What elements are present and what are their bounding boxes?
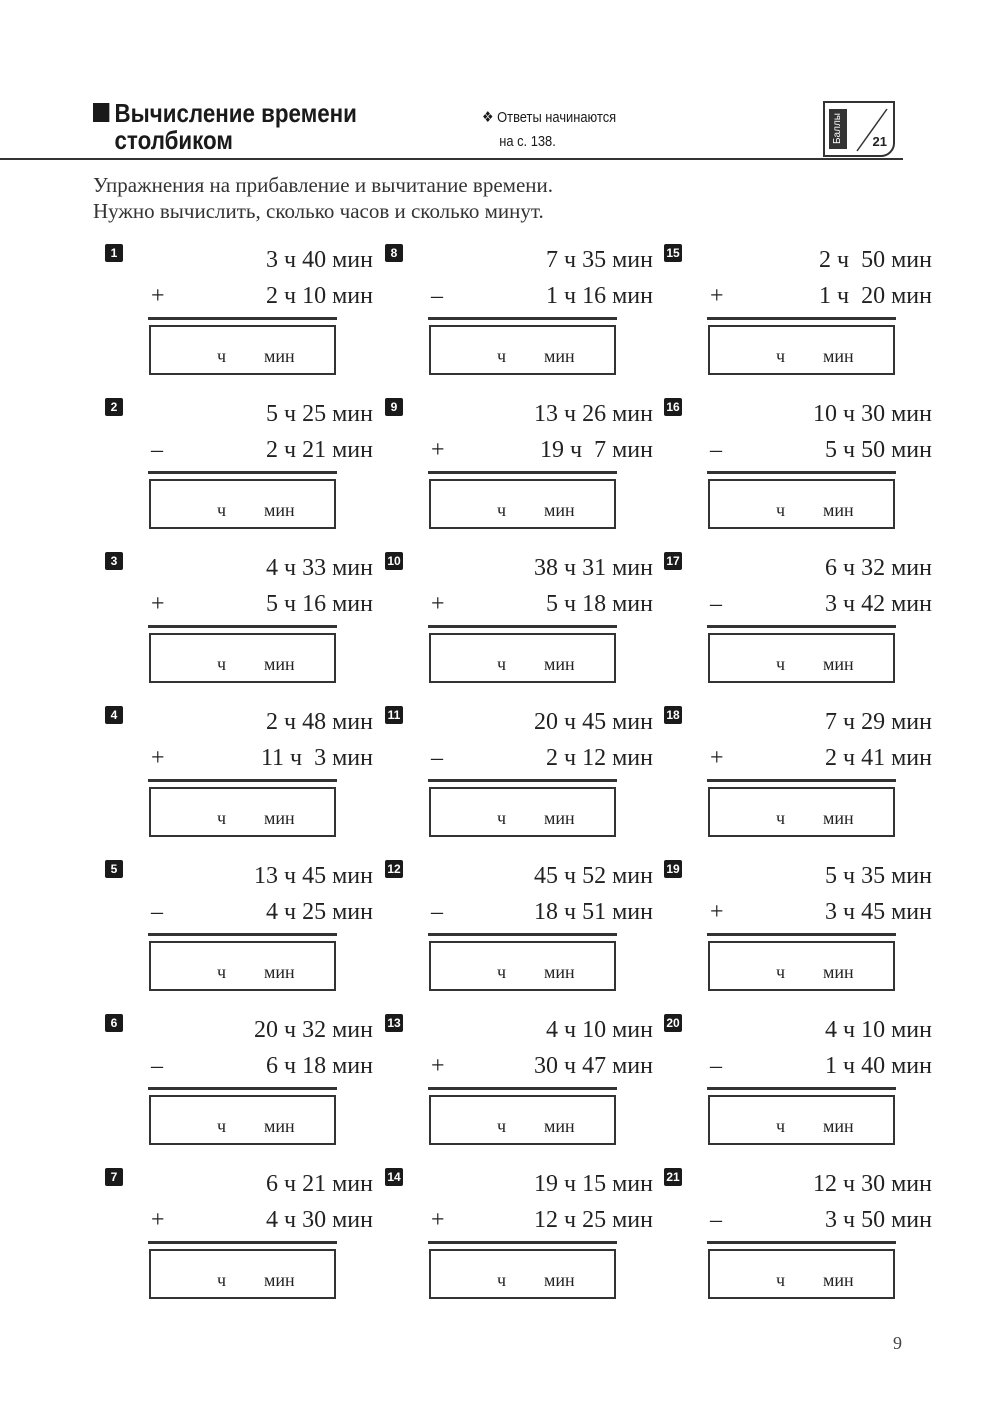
problem-number: 8: [385, 244, 403, 262]
hours-unit: ч: [776, 1116, 786, 1136]
problem-number: 14: [385, 1168, 403, 1186]
problem-operator: +: [151, 1207, 165, 1233]
problem-15: [664, 244, 932, 394]
score-total: 21: [872, 134, 887, 149]
sum-line: [428, 471, 617, 474]
problem-bottom-operand: 4 ч 25 мин: [266, 899, 373, 925]
problem-operator: –: [151, 899, 163, 925]
hours-unit: ч: [497, 1270, 507, 1290]
problem-16: [664, 398, 932, 548]
problem-number: 13: [385, 1014, 403, 1032]
answer-box[interactable]: [149, 325, 336, 375]
answers-note: [482, 106, 616, 154]
worksheet-title: [93, 100, 357, 154]
sum-line: [428, 933, 617, 936]
problem-top-operand: 5 ч 35 мин: [825, 863, 932, 889]
hours-unit: ч: [497, 346, 507, 366]
problem-operator: +: [710, 283, 724, 309]
answer-box[interactable]: [429, 325, 616, 375]
problem-11: [385, 706, 653, 856]
answer-box[interactable]: [429, 633, 616, 683]
problem-number: 4: [105, 706, 123, 724]
instructions-line-1: Упражнения на прибавление и вычитание времени.: [93, 173, 554, 197]
problem-bottom-operand: 5 ч 16 мин: [266, 591, 373, 617]
sum-line: [428, 317, 617, 320]
problem-top-operand: 7 ч 35 мин: [546, 247, 653, 273]
problem-10: [385, 552, 653, 702]
answer-box[interactable]: [429, 1095, 616, 1145]
instructions: [93, 172, 553, 224]
minutes-unit: мин: [264, 808, 295, 828]
problem-bottom-operand: 2 ч 10 мин: [266, 283, 373, 309]
answer-box[interactable]: [149, 941, 336, 991]
minutes-unit: мин: [264, 962, 295, 982]
sum-line: [707, 1241, 896, 1244]
problem-number: 2: [105, 398, 123, 416]
answer-box[interactable]: [708, 479, 895, 529]
answer-box[interactable]: [429, 941, 616, 991]
hours-unit: ч: [776, 500, 786, 520]
problem-operator: –: [710, 1207, 722, 1233]
page-number: 9: [893, 1333, 902, 1353]
sum-line: [707, 471, 896, 474]
sum-line: [707, 317, 896, 320]
minutes-unit: мин: [544, 500, 575, 520]
problem-top-operand: 5 ч 25 мин: [266, 401, 373, 427]
sum-line: [428, 1087, 617, 1090]
problem-bottom-operand: 2 ч 41 мин: [825, 745, 932, 771]
problem-bottom-operand: 5 ч 50 мин: [825, 437, 932, 463]
minutes-unit: мин: [544, 808, 575, 828]
problem-operator: +: [151, 745, 165, 771]
hours-unit: ч: [217, 962, 227, 982]
answer-box[interactable]: [708, 633, 895, 683]
answer-box[interactable]: [429, 1249, 616, 1299]
hours-unit: ч: [217, 1270, 227, 1290]
problem-operator: +: [431, 1053, 445, 1079]
problem-19: [664, 860, 932, 1010]
problem-6: [105, 1014, 373, 1164]
problem-bottom-operand: 1 ч 40 мин: [825, 1053, 932, 1079]
problem-bottom-operand: 6 ч 18 мин: [266, 1053, 373, 1079]
problem-number: 5: [105, 860, 123, 878]
sum-line: [428, 1241, 617, 1244]
minutes-unit: мин: [823, 500, 854, 520]
minutes-unit: мин: [264, 1116, 295, 1136]
hours-unit: ч: [217, 1116, 227, 1136]
minutes-unit: мин: [544, 346, 575, 366]
problem-top-operand: 6 ч 21 мин: [266, 1171, 373, 1197]
problem-bottom-operand: 1 ч 16 мин: [546, 283, 653, 309]
answer-box[interactable]: [149, 1249, 336, 1299]
answer-box[interactable]: [149, 479, 336, 529]
square-bullet-icon: [93, 103, 109, 122]
problem-1: [105, 244, 373, 394]
problem-bottom-operand: 1 ч 20 мин: [819, 283, 932, 309]
sum-line: [148, 471, 337, 474]
hours-unit: ч: [217, 654, 227, 674]
score-box: [823, 101, 895, 157]
sum-line: [148, 1241, 337, 1244]
sum-line: [707, 779, 896, 782]
problem-operator: –: [151, 1053, 163, 1079]
problem-operator: –: [710, 591, 722, 617]
problem-number: 10: [385, 552, 403, 570]
problem-bottom-operand: 3 ч 50 мин: [825, 1207, 932, 1233]
sum-line: [707, 933, 896, 936]
problem-number: 15: [664, 244, 682, 262]
problem-operator: +: [710, 899, 724, 925]
sum-line: [148, 779, 337, 782]
problem-18: [664, 706, 932, 856]
hours-unit: ч: [497, 962, 507, 982]
minutes-unit: мин: [264, 346, 295, 366]
problem-top-operand: 10 ч 30 мин: [813, 401, 932, 427]
score-label: Баллы: [829, 109, 847, 149]
problem-20: [664, 1014, 932, 1164]
answer-box[interactable]: [708, 941, 895, 991]
problem-operator: +: [710, 745, 724, 771]
answer-box[interactable]: [149, 1095, 336, 1145]
problem-17: [664, 552, 932, 702]
problem-21: [664, 1168, 932, 1318]
problem-number: 1: [105, 244, 123, 262]
minutes-unit: мин: [544, 962, 575, 982]
sum-line: [148, 317, 337, 320]
problem-number: 17: [664, 552, 682, 570]
problem-operator: –: [431, 899, 443, 925]
problem-top-operand: 2 ч 48 мин: [266, 709, 373, 735]
answer-box[interactable]: [429, 787, 616, 837]
hours-unit: ч: [776, 1270, 786, 1290]
problem-4: [105, 706, 373, 856]
problem-bottom-operand: 2 ч 12 мин: [546, 745, 653, 771]
sum-line: [428, 779, 617, 782]
minutes-unit: мин: [544, 1116, 575, 1136]
problem-number: 16: [664, 398, 682, 416]
problem-operator: +: [151, 283, 165, 309]
instructions-line-2: Нужно вычислить, сколько часов и сколько минут.: [93, 199, 544, 223]
problem-top-operand: 4 ч 10 мин: [546, 1017, 653, 1043]
sum-line: [148, 625, 337, 628]
problem-operator: –: [710, 437, 722, 463]
minutes-unit: мин: [823, 654, 854, 674]
hours-unit: ч: [217, 500, 227, 520]
problem-top-operand: 4 ч 33 мин: [266, 555, 373, 581]
problem-top-operand: 12 ч 30 мин: [813, 1171, 932, 1197]
header-divider: [0, 158, 903, 160]
title-line-1: Вычисление времени: [114, 98, 357, 128]
problem-operator: +: [431, 437, 445, 463]
problem-5: [105, 860, 373, 1010]
hours-unit: ч: [217, 808, 227, 828]
answer-box[interactable]: [149, 633, 336, 683]
problem-9: [385, 398, 653, 548]
problem-number: 12: [385, 860, 403, 878]
problem-3: [105, 552, 373, 702]
problem-2: [105, 398, 373, 548]
problem-top-operand: 20 ч 32 мин: [254, 1017, 373, 1043]
minutes-unit: мин: [544, 1270, 575, 1290]
hours-unit: ч: [776, 808, 786, 828]
minutes-unit: мин: [823, 346, 854, 366]
hours-unit: ч: [776, 962, 786, 982]
minutes-unit: мин: [823, 1116, 854, 1136]
problem-number: 19: [664, 860, 682, 878]
minutes-unit: мин: [544, 654, 575, 674]
problem-number: 21: [664, 1168, 682, 1186]
problem-operator: +: [431, 1207, 445, 1233]
problem-number: 11: [385, 706, 403, 724]
problem-operator: +: [151, 591, 165, 617]
answer-box[interactable]: [708, 787, 895, 837]
problem-top-operand: 13 ч 26 мин: [534, 401, 653, 427]
problem-7: [105, 1168, 373, 1318]
hours-unit: ч: [217, 346, 227, 366]
answer-box[interactable]: [708, 325, 895, 375]
answers-note-line-2: на с. 138.: [499, 133, 556, 150]
problem-number: 20: [664, 1014, 682, 1032]
problem-top-operand: 3 ч 40 мин: [266, 247, 373, 273]
answer-box[interactable]: [149, 787, 336, 837]
sum-line: [148, 1087, 337, 1090]
problem-bottom-operand: 3 ч 42 мин: [825, 591, 932, 617]
minutes-unit: мин: [823, 962, 854, 982]
problem-12: [385, 860, 653, 1010]
problem-number: 9: [385, 398, 403, 416]
problem-bottom-operand: 18 ч 51 мин: [534, 899, 653, 925]
problem-number: 18: [664, 706, 682, 724]
sum-line: [707, 625, 896, 628]
problem-bottom-operand: 30 ч 47 мин: [534, 1053, 653, 1079]
problem-13: [385, 1014, 653, 1164]
problem-bottom-operand: 12 ч 25 мин: [534, 1207, 653, 1233]
hours-unit: ч: [497, 1116, 507, 1136]
problem-bottom-operand: 3 ч 45 мин: [825, 899, 932, 925]
problem-number: 3: [105, 552, 123, 570]
problem-top-operand: 6 ч 32 мин: [825, 555, 932, 581]
minutes-unit: мин: [264, 1270, 295, 1290]
problem-operator: +: [431, 591, 445, 617]
minutes-unit: мин: [823, 1270, 854, 1290]
problem-top-operand: 20 ч 45 мин: [534, 709, 653, 735]
minutes-unit: мин: [823, 808, 854, 828]
title-line-2: столбиком: [114, 125, 233, 155]
hours-unit: ч: [776, 346, 786, 366]
answer-box[interactable]: [429, 479, 616, 529]
problem-operator: –: [710, 1053, 722, 1079]
hours-unit: ч: [497, 808, 507, 828]
problem-top-operand: 45 ч 52 мин: [534, 863, 653, 889]
hours-unit: ч: [497, 654, 507, 674]
sum-line: [428, 625, 617, 628]
answer-box[interactable]: [708, 1095, 895, 1145]
problem-top-operand: 13 ч 45 мин: [254, 863, 373, 889]
problem-top-operand: 19 ч 15 мин: [534, 1171, 653, 1197]
sum-line: [707, 1087, 896, 1090]
problem-bottom-operand: 4 ч 30 мин: [266, 1207, 373, 1233]
minutes-unit: мин: [264, 500, 295, 520]
answers-note-line-1: ❖ Ответы начинаются: [482, 109, 617, 126]
hours-unit: ч: [497, 500, 507, 520]
problem-number: 6: [105, 1014, 123, 1032]
problem-bottom-operand: 5 ч 18 мин: [546, 591, 653, 617]
problem-8: [385, 244, 653, 394]
problem-number: 7: [105, 1168, 123, 1186]
problem-top-operand: 7 ч 29 мин: [825, 709, 932, 735]
sum-line: [148, 933, 337, 936]
problem-bottom-operand: 19 ч 7 мин: [540, 437, 653, 463]
answer-box[interactable]: [708, 1249, 895, 1299]
minutes-unit: мин: [264, 654, 295, 674]
problem-top-operand: 2 ч 50 мин: [819, 247, 932, 273]
problem-operator: –: [431, 283, 443, 309]
hours-unit: ч: [776, 654, 786, 674]
problem-14: [385, 1168, 653, 1318]
problem-top-operand: 4 ч 10 мин: [825, 1017, 932, 1043]
problem-top-operand: 38 ч 31 мин: [534, 555, 653, 581]
problem-bottom-operand: 2 ч 21 мин: [266, 437, 373, 463]
problem-operator: –: [431, 745, 443, 771]
problem-bottom-operand: 11 ч 3 мин: [260, 745, 373, 771]
problem-operator: –: [151, 437, 163, 463]
